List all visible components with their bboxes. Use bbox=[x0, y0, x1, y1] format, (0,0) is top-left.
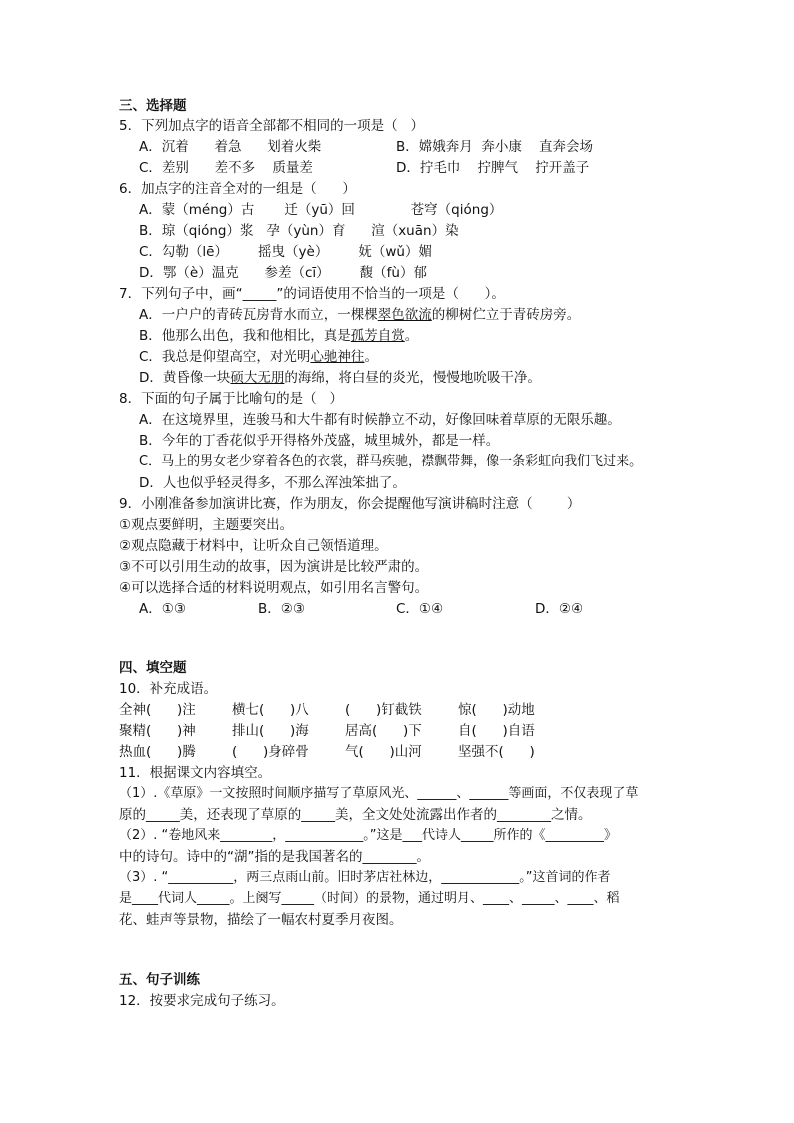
idiom-cell: 聚精( )神 bbox=[119, 723, 196, 739]
question-11-stem: 11．根据课文内容填空。 bbox=[119, 765, 272, 781]
question-9-item-1: ①观点要鲜明，主题要突出。 bbox=[119, 517, 294, 533]
underlined-phrase: 硕大无朋 bbox=[230, 370, 285, 386]
question-5-option-d: D．拧毛巾 拧脾气 拧开盖子 bbox=[396, 160, 590, 176]
question-7-stem: 7．下列句子中，画“_____”的词语使用不恰当的一项是（ ）。 bbox=[119, 286, 505, 302]
idiom-cell: 热血( )腾 bbox=[119, 744, 196, 760]
question-11-part-2-line-1: （2）. “卷地风来________，____________。”这是___代诗人_____所作的《_________》 bbox=[119, 828, 618, 843]
question-9-item-2: ②观点隐藏于材料中，让听众自己领悟道理。 bbox=[119, 538, 388, 554]
idiom-cell: 横七( )八 bbox=[232, 702, 309, 718]
question-11-part-2-line-2: 中的诗句。诗中的“湖”指的是我国著名的________。 bbox=[119, 849, 430, 865]
question-11-part-3-line-2: 是____代词人_____。上阕写_____（时间）的景物，通过明月、____、_____、____、稻 bbox=[119, 891, 620, 906]
question-8-option-a: A．在这境界里，连骏马和大牛都有时候静立不动，好像回味着草原的无限乐趣。 bbox=[139, 412, 621, 428]
idiom-cell: 惊( )动地 bbox=[458, 702, 535, 718]
question-11-part-1-line-2: 原的_____美，还表现了草原的_____美，全文处处流露出作者的________之情。 bbox=[119, 807, 592, 823]
question-8-option-b: B．今年的丁香花似乎开得格外茂盛，城里城外，都是一样。 bbox=[139, 433, 500, 449]
question-8-option-d: D．人也似乎轻灵得多，不那么浑浊笨拙了。 bbox=[139, 475, 406, 491]
idiom-cell: 坚强不( ) bbox=[458, 744, 535, 760]
question-10-stem: 10．补充成语。 bbox=[119, 681, 218, 697]
question-7-option-a: A．一户户的青砖瓦房背水而立，一棵棵翠色欲流的柳树伫立于青砖房旁。 bbox=[139, 307, 581, 323]
idiom-cell: 自( )自语 bbox=[458, 723, 535, 739]
question-9-option-a: A．①③ bbox=[139, 601, 186, 617]
underlined-phrase: 孤芳自赏 bbox=[350, 328, 405, 344]
question-8-option-c: C．马上的男女老少穿着各色的衣裳，群马疾驰，襟飘带舞，像一条彩虹向我们飞过来。 bbox=[139, 454, 643, 469]
section-heading-fill: 四、填空题 bbox=[119, 660, 187, 676]
question-9-option-c: C．①④ bbox=[396, 601, 444, 617]
question-11-part-3-line-3: 花、蛙声等景物，描绘了一幅农村夏季月夜图。 bbox=[119, 912, 403, 928]
idiom-cell: 居高( )下 bbox=[345, 723, 422, 739]
question-11-part-3-line-1: （3）. “__________，两三点雨山前。旧时茅店社林边，____________。”这首词的作者 bbox=[119, 870, 611, 885]
question-6-option-c: C．勾勒（lē） 摇曳（yè） 妩（wǔ）媚 bbox=[139, 244, 432, 260]
idiom-cell: ( )钉截铁 bbox=[345, 702, 422, 718]
underlined-phrase: 翠色欲流 bbox=[377, 307, 432, 323]
question-9-item-4: ④可以选择合适的材料说明观点，如引用名言警句。 bbox=[119, 580, 429, 596]
question-5-option-b: B．嫦娥奔月 奔小康 直奔会场 bbox=[396, 139, 594, 155]
idiom-cell: 气( )山河 bbox=[345, 744, 422, 760]
question-9-option-b: B．②③ bbox=[258, 601, 305, 617]
question-8-stem: 8．下面的句子属于比喻句的是（ ） bbox=[119, 391, 343, 407]
question-9-item-3: ③不可以引用生动的故事，因为演讲是比较严肃的。 bbox=[119, 559, 429, 575]
question-9-stem: 9．小刚准备参加演讲比赛，作为朋友，你会提醒他写演讲稿时注意（ ） bbox=[119, 496, 581, 512]
idiom-cell: ( )身碎骨 bbox=[232, 744, 309, 760]
section-heading-choice: 三、选择题 bbox=[119, 98, 187, 114]
question-7-option-c: C．我总是仰望高空，对光明心驰神往。 bbox=[139, 349, 378, 365]
question-6-stem: 6．加点字的注音全对的一组是（ ） bbox=[119, 181, 356, 197]
question-5-stem: 5．下列加点字的语音全部都不相同的一项是（ ） bbox=[119, 118, 424, 134]
underlined-phrase: 心驰神往 bbox=[310, 349, 365, 365]
idiom-cell: 全神( )注 bbox=[119, 702, 196, 718]
question-12-stem: 12．按要求完成句子练习。 bbox=[119, 993, 285, 1009]
question-7-option-d: D．黄昏像一块硕大无朋的海绵，将白昼的炎光，慢慢地吮吸干净。 bbox=[139, 370, 541, 386]
question-6-option-b: B．琼（qióng）浆 孕（yùn）育 渲（xuān）染 bbox=[139, 223, 459, 239]
section-heading-sentence: 五、句子训练 bbox=[119, 972, 200, 988]
question-6-option-a: A．蒙（méng）古 迁（yū）回 苍穹（qióng） bbox=[139, 202, 503, 218]
question-11-part-1-line-1: （1）.《草原》一文按照时间顺序描写了草原风光、______、______等画面，不仅表现了草 bbox=[119, 786, 639, 801]
question-5-option-a: A．沉着 着急 划着火柴 bbox=[139, 139, 322, 155]
question-5-option-c: C．差别 差不多 质量差 bbox=[139, 160, 313, 176]
question-9-option-d: D．②④ bbox=[535, 601, 584, 617]
idiom-cell: 排山( )海 bbox=[232, 723, 309, 739]
question-7-option-b: B．他那么出色，我和他相比，真是孤芳自赏。 bbox=[139, 328, 419, 344]
question-6-option-d: D．鄂（è）温克 参差（cī） 馥（fù）郁 bbox=[139, 265, 427, 281]
